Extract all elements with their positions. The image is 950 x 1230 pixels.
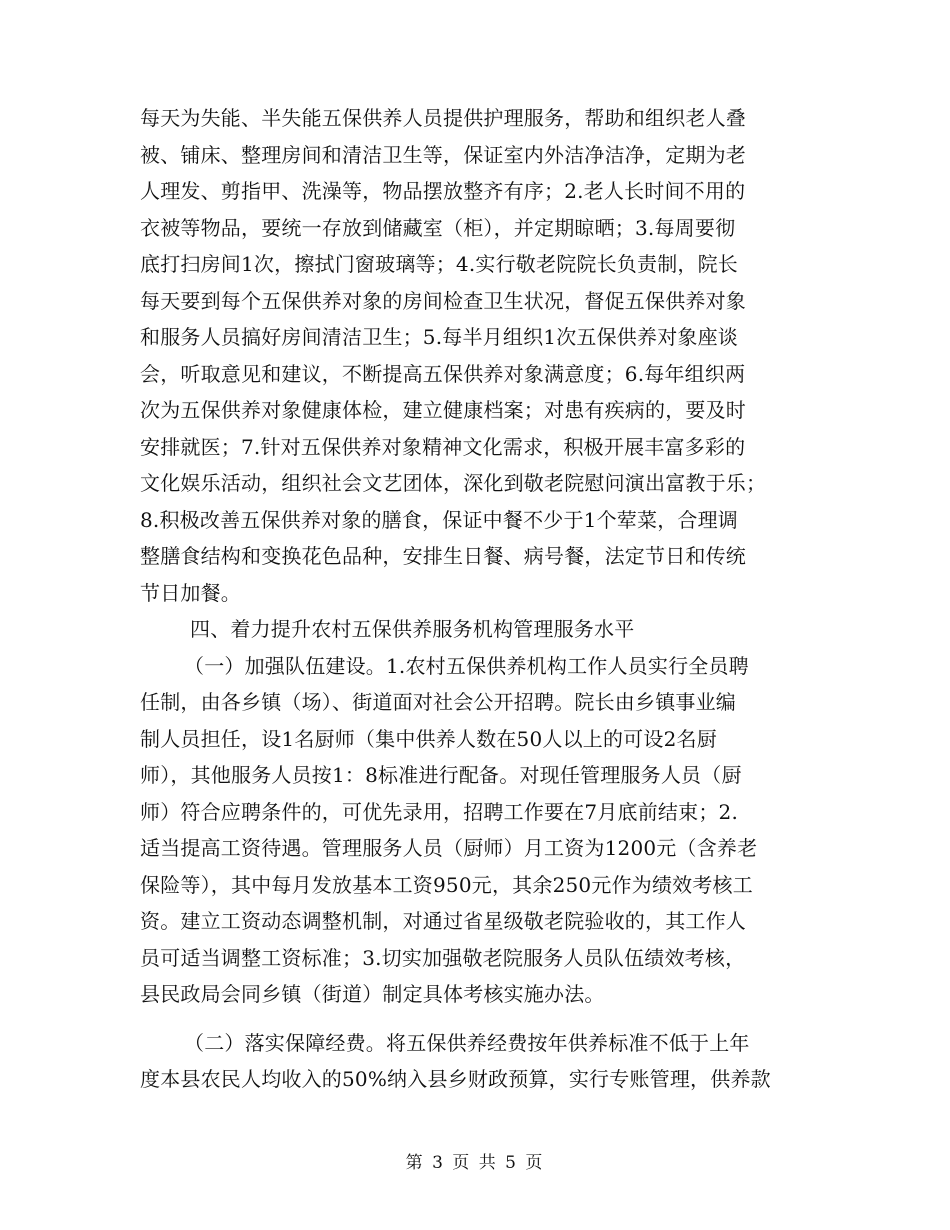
text-line: 安排就医；7.针对五保供养对象精神文化需求，积极开展丰富多彩的 [140, 434, 746, 459]
page-number-footer: 第 3 页 共 5 页 [405, 1153, 545, 1173]
paragraph-gap [140, 1013, 820, 1025]
text-line: 被、铺床、整理房间和清洁卫生等，保证室内外洁净洁净，定期为老 [140, 142, 746, 167]
text-line: 文化娱乐活动，组织社会文艺团体，深化到敬老院慰问演出富教于乐； [140, 471, 767, 495]
text-line: 县民政局会同乡镇（街道）制定具体考核实施办法。 [140, 982, 605, 1006]
text-line: 每天要到每个五保供养对象的房间检查卫生状况，督促五保供养对象 [140, 288, 746, 313]
text-line: 员可适当调整工资标准；3.切实加强敬老院服务人员队伍绩效考核， [140, 945, 746, 970]
text-line: 每天为失能、半失能五保供养人员提供护理服务，帮助和组织老人叠 [140, 106, 746, 130]
text-line: 保险等），其中每月发放基本工资950元，其余250元作为绩效考核工 [140, 872, 753, 897]
document-body [140, 100, 820, 1098]
text-line: 任制，由各乡镇（场）、街道面对社会公开招聘。院长由乡镇事业编 [140, 690, 736, 714]
text-line: 度本县农民人均收入的50%纳入县乡财政预算，实行专账管理，供养款 [140, 1067, 771, 1091]
section-heading: 四、着力提升农村五保供养服务机构管理服务水平 [190, 617, 635, 641]
text-line: 适当提高工资待遇。管理服务人员（厨师）月工资为1200元（含养老 [140, 836, 758, 860]
text-line: 制人员担任，设1名厨师（集中供养人数在50人以上的可设2名厨 [140, 726, 717, 751]
text-line: 次为五保供养对象健康体检，建立健康档案；对患有疾病的，要及时 [140, 398, 746, 422]
text-line: 师）符合应聘条件的，可优先录用，招聘工作要在7月底前结束；2. [140, 799, 739, 824]
text-line: 底打扫房间1次，擦拭门窗玻璃等；4.实行敬老院院长负责制，院长 [140, 252, 739, 276]
paragraph-first-line: （二）落实保障经费。将五保供养经费按年供养标准不低于上年 [184, 1030, 750, 1055]
text-line: 资。建立工资动态调整机制，对通过省星级敬老院验收的，其工作人 [140, 909, 746, 933]
text-line: 节日加餐。 [140, 580, 241, 605]
text-line: 和服务人员搞好房间清洁卫生；5.每半月组织1次五保供养对象座谈 [140, 325, 739, 349]
paragraph-first-line: （一）加强队伍建设。1.农村五保供养机构工作人员实行全员聘 [184, 653, 749, 678]
text-line: 8.积极改善五保供养对象的膳食，保证中餐不少于1个荤菜，合理调 [140, 507, 739, 532]
text-line: 衣被等物品，要统一存放到储藏室（柜），并定期晾晒；3.每周要彻 [140, 215, 736, 240]
text-line: 人理发、剪指甲、洗澡等，物品摆放整齐有序；2.老人长时间不用的 [140, 179, 746, 203]
text-line: 会，听取意见和建议，不断提高五保供养对象满意度；6.每年组织两 [140, 361, 746, 386]
text-line: 整膳食结构和变换花色品种，安排生日餐、病号餐，法定节日和传统 [140, 544, 746, 568]
text-line: 师），其他服务人员按1：8标准进行配备。对现任管理服务人员（厨 [140, 763, 742, 787]
